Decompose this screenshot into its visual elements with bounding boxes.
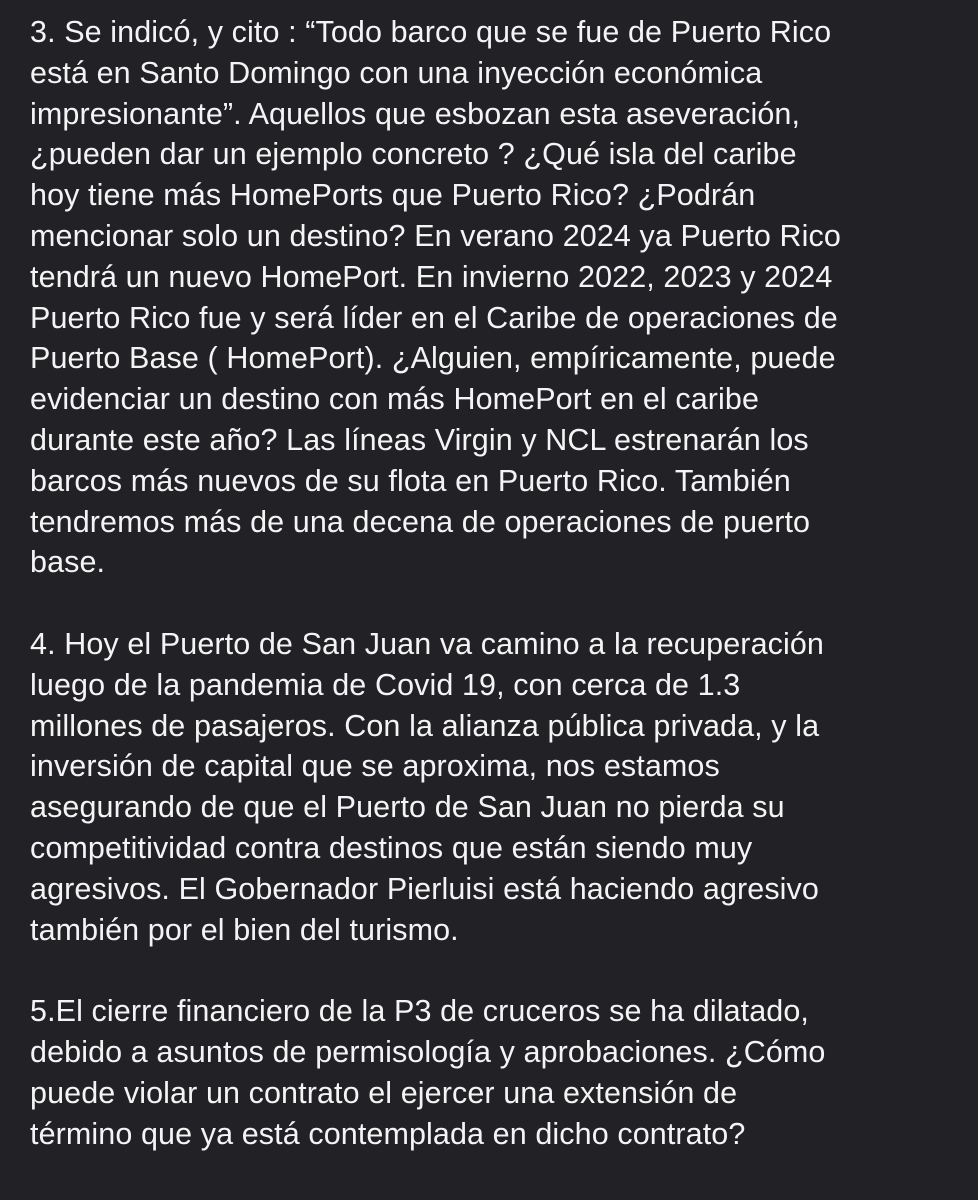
- paragraph-spacer: [30, 583, 948, 624]
- paragraph-point-4: 4. Hoy el Puerto de San Juan va camino a la recuperación luego de la pandemia de Covid 19, con cerca de 1.3 millones de pasajeros. Con la alianza pública privada, y la inversión de capital que se aproxima, nos estamos asegurando de que el Puerto de San Juan no pierda su competitividad contra destinos que están siendo muy agresivos. El Gobernador Pierluisi está haciendo agresivo también por el bien del turismo.: [30, 626, 824, 947]
- paragraph-point-5: 5.El cierre financiero de la P3 de cruceros se ha dilatado, debido a asuntos de permisología y aprobaciones. ¿Cómo puede violar un contrato el ejercer una extensión de término que ya está contemplada en dicho contrato?: [30, 994, 826, 1151]
- paragraph-point-3: 3. Se indicó, y cito : “Todo barco que se fue de Puerto Rico está en Santo Domingo con una inyección económica impresionante”. Aquellos que esbozan esta aseveración, ¿pueden dar un ejemplo concreto ? ¿Qué isla del caribe hoy tiene más HomePorts que Puerto Rico? ¿Podrán mencionar solo un destino? En verano 2024 ya Puerto Rico tendrá un nuevo HomePort. En invierno 2022, 2023 y 2024 Puerto Rico fue y será líder en el Caribe de operaciones de Puerto Base ( HomePort). ¿Alguien, empíricamente, puede evidenciar un destino con más HomePort en el caribe durante este año? Las líneas Virgin y NCL estrenarán los barcos más nuevos de su flota en Puerto Rico. También tendremos más de una decena de operaciones de puerto base.: [30, 15, 841, 580]
- paragraph-spacer: [30, 950, 948, 991]
